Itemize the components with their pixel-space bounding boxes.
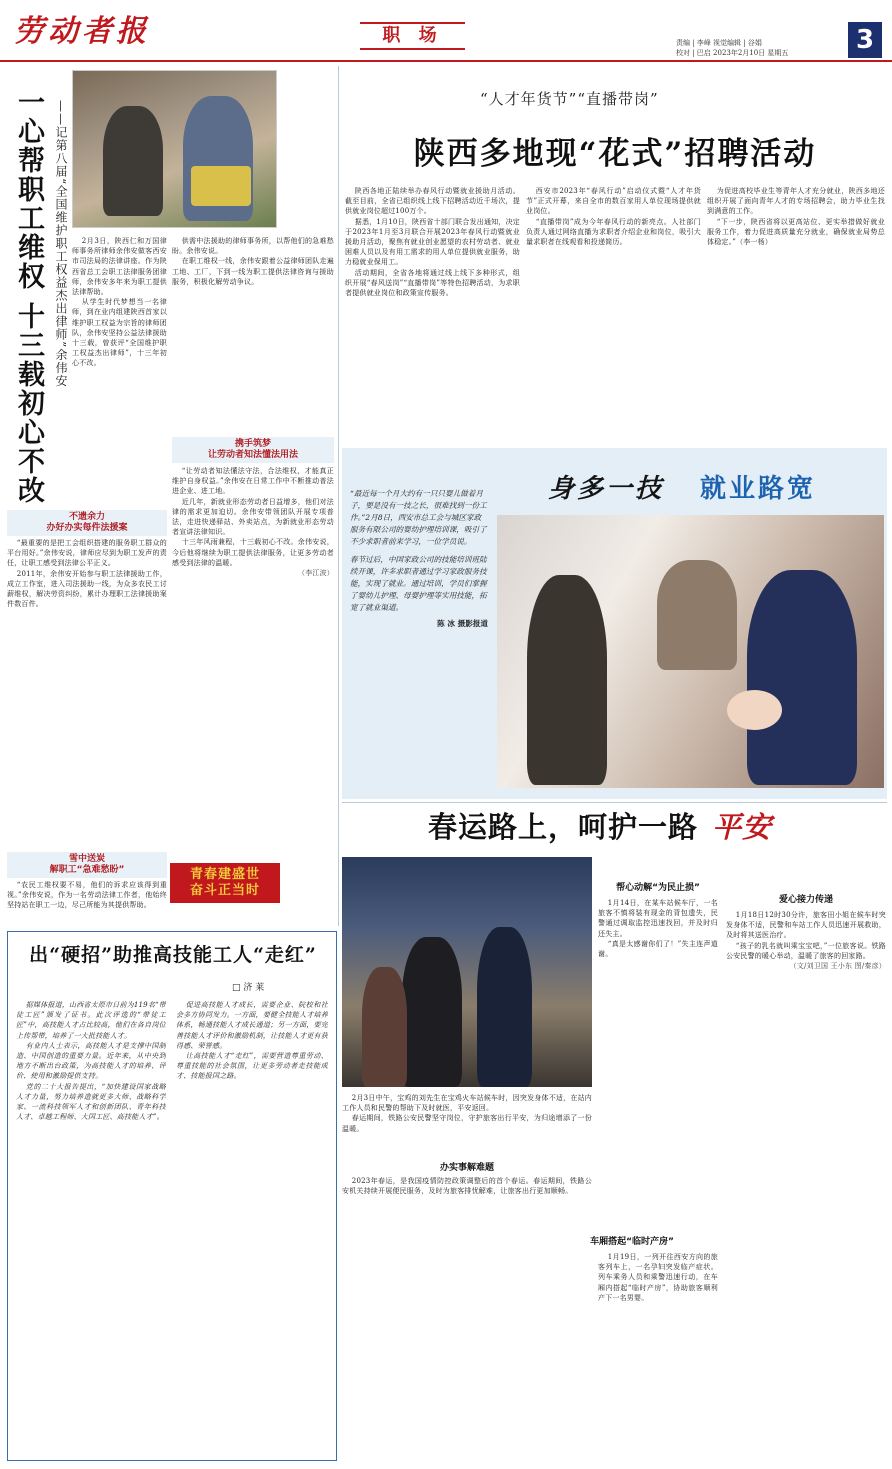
photo-trainee-2 bbox=[657, 560, 737, 670]
spring-photo bbox=[342, 857, 592, 1087]
photo-trainee bbox=[527, 575, 607, 785]
spring-headline: 春运路上，呵护一路 bbox=[428, 810, 699, 844]
spring-subhead-4: 爱心接力传递 bbox=[778, 895, 833, 905]
lead-subhead-1: 不遗余力 办好办实每件法援案 bbox=[7, 510, 167, 536]
lead-column-2: “最重要的是把工会组织搭建的服务职工群众的平台用好。”余伟安说，律师应尽到为职工发声的责任，让职工感受到法律公平正义。 2011年，余伟安开始参与职工法律援助工作，成立工作室，进入司法援助一线，为众多农民工讨薪维权，解决劳资纠纷，累计办理职工法律援助案件数百件。 bbox=[7, 539, 167, 609]
photo-doll bbox=[727, 690, 782, 730]
opinion-column-1: 据媒体报道，山西省太原市日前为119名“带徒工匠”颁发了证书。此次评选的“带徒工匠”中，高技能人才占比较高，他们在各自岗位上传帮带，培养了一大批技能人才。 有业内人士表示，高技能人才是支撑中国制造、中国创造的重要力量。近年来，从中央到地方不断出台政策，为高技能人才的培养、评价、使用和激励提供支持。 党的二十大报告提出，“加快建设国家战略人才力量，努力培养造就更多大师、战略科学家、一流科技领军人才和创新团队、青年科技人才、卓越工程师、大国工匠、高技能人才”。 bbox=[16, 1001, 166, 1122]
band-headline-right: 就业路宽 bbox=[700, 474, 817, 504]
header-meta bbox=[676, 38, 866, 58]
lead-subhead-3: 携手筑梦 让劳动者知法懂法用法 bbox=[172, 437, 334, 463]
spring-column-2: 1月14日，在某车站候车厅，一名旅客不慎将装有现金的背包遗失，民警通过调取监控迅速找回，并及时归还失主。 “真是太感谢你们了！”失主连声道谢。 bbox=[598, 899, 718, 959]
lead-column-1: 2月3日，陕西仁和万国律师事务所律师余伟安做客西安市司法局的法律讲座。作为陕西省总工会职工法律服务团律师，余伟安多年来为职工提供法律帮助。 从学生时代梦想当一名律师，到在业内组建陕西首家以维护职工权益为宗旨的律师团队，余伟安坚持公益法律援助十三载，曾获评“全国维护职工权益杰出律师”，十三年初心不改。 bbox=[72, 237, 167, 368]
spring-column-1: 2月3日中午，宝鸡的刘先生在宝鸡火车站候车时，因突发身体不适，在站内工作人员和民警的帮助下及时就医，平安返回。 春运期间，铁路公安民警坚守岗位，守护旅客出行平安，为归途增添了一份温暖。 bbox=[342, 1094, 592, 1133]
header-rule bbox=[0, 60, 892, 62]
photo-person-left bbox=[103, 106, 163, 216]
spring-headline-accent: 平安 bbox=[712, 810, 773, 844]
lead-column-mid-1: 供需中法援助的律师事务所，以帮他们的急难愁盼。余伟安说。 在职工维权一线，余伟安跟着公益律师团队走遍工地、工厂，下到一线为职工提供法律咨询与援助服务，积极化解劳动争议。 bbox=[172, 237, 334, 286]
lead-subhead-2: 雪中送炭 解职工“急难愁盼” bbox=[7, 852, 167, 878]
spring-subhead-3: 车厢搭起“临时产房” bbox=[590, 1237, 674, 1247]
lead-column-3: “农民工维权要不易，他们的诉求应该得到重视。”余伟安说，作为一名劳动法律工作者，他始终坚持站在职工一边，尽己所能为其提供帮助。 bbox=[7, 881, 167, 910]
photo-passenger bbox=[362, 967, 407, 1087]
editor-credits: 责编 | 李峰 视觉编辑 | 谷娟 bbox=[676, 39, 762, 47]
campaign-logo: 青春建盛世 奋斗正当时 bbox=[170, 863, 280, 903]
band-headline-left: 身多一技 bbox=[548, 474, 665, 504]
lead-headline: 一心帮职工维权 十三载初心不改 bbox=[13, 88, 44, 506]
spring-column-2b: 1月19日，一列开往西安方向的旅客列车上，一名孕妇突发临产症状。列车乘务人员和乘警迅速行动，在车厢内搭起“临时产房”，协助旅客顺利产下一名男婴。 bbox=[598, 1253, 718, 1302]
photo-instructor bbox=[747, 570, 857, 785]
section-banner bbox=[360, 22, 465, 50]
band-photo bbox=[497, 515, 884, 788]
photo-vest bbox=[191, 166, 251, 206]
issue-date: 校对 | 巴启 2023年2月10日 星期五 bbox=[676, 49, 789, 57]
spring-column-1b: 2023年春运，是我国疫情防控政策调整后的首个春运。春运期间，铁路公安机关持续开展便民服务，及时为旅客排忧解难，让旅客出行更加顺畅。 bbox=[342, 1177, 592, 1196]
photo-officer-2 bbox=[477, 927, 532, 1087]
lead-photo bbox=[72, 70, 277, 228]
opinion-byline: □ 济 莱 bbox=[232, 983, 265, 993]
lead-column-mid-2: “让劳动者知法懂法守法，合法维权，才能真正维护自身权益。”余伟安在日常工作中不断推动普法进企业、进工地。 近几年，新就业形态劳动者日益增多，他们对法律的需求更加迫切。余伟安带领团队开展专项普法，走进快递驿站、外卖站点，为新就业形态劳动者宣讲法律知识。 十三年风雨兼程，十三载初心不改。余伟安说，今后他将继续为职工提供法律服务，让更多劳动者感受到法律的温暖。 （李江波） bbox=[172, 467, 334, 578]
feature-kicker: “人才年货节”“直播带岗” bbox=[480, 90, 659, 108]
page-number-badge: 3 bbox=[848, 22, 882, 58]
spring-subhead-2: 帮心动解“为民止损” bbox=[616, 883, 700, 893]
opinion-headline: 出“硬招”助推高技能工人“走红” bbox=[29, 944, 317, 966]
section-divider bbox=[342, 802, 887, 803]
feature-headline: 陕西多地现“花式”招聘活动 bbox=[413, 136, 817, 172]
spring-column-3: 1月18日12时30分许，旅客田小姐在候车时突发身体不适，民警和车站工作人员迅速开展救助，及时将其送医治疗。 “孩子的乳名就叫乘宝宝吧，”一位旅客说。铁路公安民警的暖心举动，温暖了旅客的回家路。 （文/刘卫国 王小东 图/秦彦） bbox=[726, 911, 886, 971]
column-divider bbox=[338, 66, 339, 926]
section-name: 职 场 bbox=[382, 25, 443, 46]
opinion-column-2: 促进高技能人才成长，需要企业、院校和社会多方协同发力。一方面，要健全技能人才培养体系，畅通技能人才成长通道；另一方面，要完善技能人才评价和激励机制，让技能人才更有获得感、荣誉感。 让高技能人才“走红”，需要营造尊重劳动、尊重技能的社会氛围，让更多劳动者走技能成才、技能报国之路。 bbox=[176, 1001, 328, 1081]
photo-officer bbox=[402, 937, 462, 1087]
feature-column-1: 陕西各地正陆续举办春风行动暨就业援助月活动。截至目前，全省已组织线上线下招聘活动近千场次，提供就业岗位超过100万个。 据悉，1月10日，陕西省十部门联合发出通知，决定于2023年1月至3月联合开展2023年春风行动暨就业援助月活动，聚焦有就业创业愿望的农村劳动者、就业困难人员以及有用工需求的用人单位提供就业服务，助力稳就业保用工。 活动期间，全省各地将通过线上线下多种形式，组织开展“春风送岗”“直播带岗”等特色招聘活动，为求职者提供就业岗位和政策宣传服务。 bbox=[345, 187, 520, 298]
feature-column-2: 西安市2023年“春风行动”启动仪式暨“人才年货节”正式开幕，来自全市的数百家用人单位现场提供就业岗位。 “直播带岗”成为今年春风行动的新亮点。人社部门负责人通过网络直播为求职者介绍企业和岗位，吸引大量求职者在线观看和投递简历。 bbox=[526, 187, 701, 247]
lead-subheadline: ——记第八届“全国维护职工权益杰出律师”余伟安 bbox=[54, 100, 68, 388]
spring-subhead-1: 办实事解难题 bbox=[439, 1163, 494, 1173]
feature-column-3: 为促进高校毕业生等青年人才充分就业，陕西多地还组织开展了面向青年人才的专场招聘会，助力毕业生找到满意的工作。 “下一步，陕西省将以更高站位、更实举措做好就业服务工作，着力促进高质量充分就业，确保就业局势总体稳定。”（李一杨） bbox=[707, 187, 885, 247]
paper-logo: 劳动者报 bbox=[14, 14, 150, 49]
band-caption: “最近每一个月大约有一只只婴儿做着月子，要是没有一技之长，很难找到一份工作。”2月8日，西安市总工会与城区家政服务有限公司的婴幼护理培训课，吸引了不少求职者前来学习，一位学员说。 春节过后，中国家政公司的技能培训班陆续开课，许多求职者通过学习家政服务技能，实现了就业。通过培训，学员们掌握了婴幼儿护理、母婴护理等实用技能，拓宽了就业渠道。 陈 冰 摄影报道 bbox=[350, 489, 488, 628]
